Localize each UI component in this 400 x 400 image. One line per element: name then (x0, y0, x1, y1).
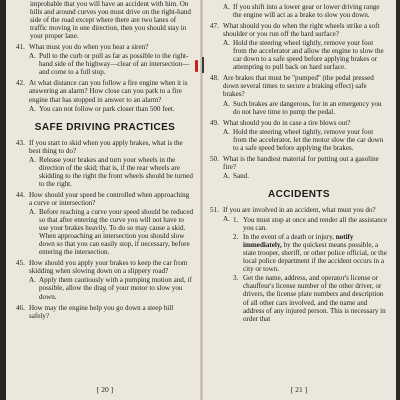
item-number: 1. (233, 216, 239, 225)
answer-letter: A. (223, 39, 230, 48)
question-42 (16, 79, 194, 103)
red-bookmark-marker (195, 60, 198, 72)
answer-51-item-2 (233, 233, 388, 273)
section-heading-accidents: ACCIDENTS (268, 188, 330, 200)
answer-text: Apply them cautiously with a pumping motion and, if possible, allow the drag of your motor to slow you down. (39, 276, 192, 301)
answer-51-item-3 (233, 274, 388, 322)
answer-47 (223, 39, 388, 71)
answer-text: If you shift into a lower gear or lower driving range the engine will act as a brake to slow you down. (233, 3, 380, 20)
answer-text: Pull to the curb or pull as far as possible to the right-hand side of the highway—clear of an intersection—and come to a full stop. (39, 52, 190, 77)
question-51 (210, 206, 388, 214)
answer-letter: A. (223, 215, 230, 224)
answer-50 (223, 172, 388, 180)
answer-letter: A. (29, 155, 36, 164)
answer-letter: A. (223, 99, 230, 108)
answer-43 (29, 156, 194, 188)
question-number: 45. (16, 259, 25, 268)
item-text: Get the name, address, and operator's license or chauffeur's license number of the other driver, or drivers, the license plate numbers and description of all other cars involved, and the name and address of any injured person. This is necessary in order that (243, 274, 386, 323)
item-number: 3. (233, 274, 239, 283)
question-text: What should you do when the right wheels strike a soft shoulder or you run off the hard surface? (223, 22, 380, 39)
question-text: What should you do in case a tire blows out? (223, 118, 351, 127)
answer-41 (29, 52, 194, 76)
question-49 (210, 119, 388, 127)
item-text (243, 233, 388, 273)
question-number: 48. (210, 74, 219, 83)
question-44 (16, 191, 194, 207)
left-page-content (16, 0, 194, 320)
question-number: 49. (210, 118, 219, 127)
section-heading-safe-driving: SAFE DRIVING PRACTICES (34, 121, 176, 133)
question-text: How may the engine help you go down a steep hill safely? (29, 303, 174, 320)
question-46 (16, 304, 194, 320)
answer-51-item-1 (233, 216, 388, 232)
question-text: How should your speed be controlled when approaching a curve or intersection? (29, 190, 190, 207)
right-page-content (210, 3, 388, 323)
continuation-text: improbable that you will have an accident with him. On hills and around curves you must drive on the right-hand side of the road except where there are two lanes of traffic moving in one direction, then you should stay in your proper lane. (30, 0, 191, 41)
question-text: If you start to skid when you apply brakes, what is the best thing to do? (29, 138, 183, 155)
question-number: 41. (16, 43, 25, 52)
answer-text: Such brakes are dangerous, for in an emergency you do not have time to pump the pedal. (233, 99, 382, 116)
question-number: 43. (16, 138, 25, 147)
question-text: Are brakes that must be "pumped" (the pedal pressed down several times to secure a braking effect) safe brakes? (223, 74, 374, 99)
answer-51 (223, 215, 388, 323)
item-number: 2. (233, 233, 239, 242)
question-47 (210, 22, 388, 38)
answer-42 (29, 105, 194, 113)
question-41 (16, 43, 194, 51)
answer-45 (29, 276, 194, 300)
question-text: What must you do when you hear a siren? (29, 43, 149, 52)
question-number: 50. (210, 154, 219, 163)
page-number-right: [ 21 ] (290, 385, 308, 394)
question-text: If you are involved in an accident, what must you do? (223, 205, 376, 214)
item-text-after: by the quickest means possible, a state trooper, sheriff, or other police official, or the local police department if the accident occurs in a city or town. (243, 241, 387, 274)
left-page (16, 0, 194, 400)
answer-49 (223, 128, 388, 152)
answer-text: Before reaching a curve your speed should be reduced so that after entering the curve you will not have to use your brakes heavily. To do so may cause a skid. When approaching an intersection you should slow down so that you can easily stop, if necessary, before entering the intersection. (39, 208, 194, 257)
answer-text: You can not follow or park closer than 500 feet. (39, 104, 175, 113)
answer-text: Sand. (233, 171, 249, 180)
page-number-left: [ 20 ] (96, 385, 114, 394)
question-number: 51. (210, 205, 219, 214)
answer-letter: A. (223, 3, 230, 11)
right-page (210, 0, 388, 400)
question-50 (210, 155, 388, 171)
question-48 (210, 74, 388, 98)
answer-letter: A. (29, 52, 36, 61)
book-spread (6, 0, 396, 400)
answer-letter: A. (29, 208, 36, 217)
question-43 (16, 139, 194, 155)
question-number: 46. (16, 303, 25, 312)
question-number: 47. (210, 22, 219, 31)
answer-text: Release your brakes and turn your wheels in the direction of the skid; that is, if the rear wheels are skidding to the right the front wheels should be turned to the right. (39, 155, 193, 188)
question-text: At what distance can you follow a fire engine when it is answering an alarm? How close can you park to a fire engine that has stopped in answer to an alarm? (29, 79, 188, 104)
binding-thread (202, 57, 204, 73)
item-text-bold: notify immediately, (243, 233, 354, 250)
answer-46 (223, 3, 388, 19)
answer-44 (29, 208, 194, 256)
answer-letter: A. (29, 276, 36, 285)
question-number: 44. (16, 190, 25, 199)
answer-letter: A. (223, 171, 230, 180)
answer-letter: A. (29, 104, 36, 113)
question-45 (16, 259, 194, 275)
answer-letter: A. (223, 127, 230, 136)
question-text: How should you apply your brakes to keep the car from skidding when slowing down on a slippery road? (29, 259, 188, 276)
answer-51-list (233, 215, 388, 323)
item-text-before: In the event of a death or injury, (243, 233, 334, 242)
item-text: You must stop at once and render all the assistance you can. (243, 216, 388, 233)
answer-text: Hold the steering wheel tightly, remove your foot from the accelerator, let the motor slow the car down to a safe speed before applying the brakes. (233, 127, 384, 152)
answer-48 (223, 100, 388, 116)
question-number: 42. (16, 79, 25, 88)
answer-text: Hold the steering wheel tightly, remove your foot from the accelerator and allow the engine to slow the car down to a safe speed before applying brakes or attempting to pull back on hard surface. (233, 39, 384, 72)
question-text: What is the handiest material for putting out a gasoline fire? (223, 154, 379, 171)
